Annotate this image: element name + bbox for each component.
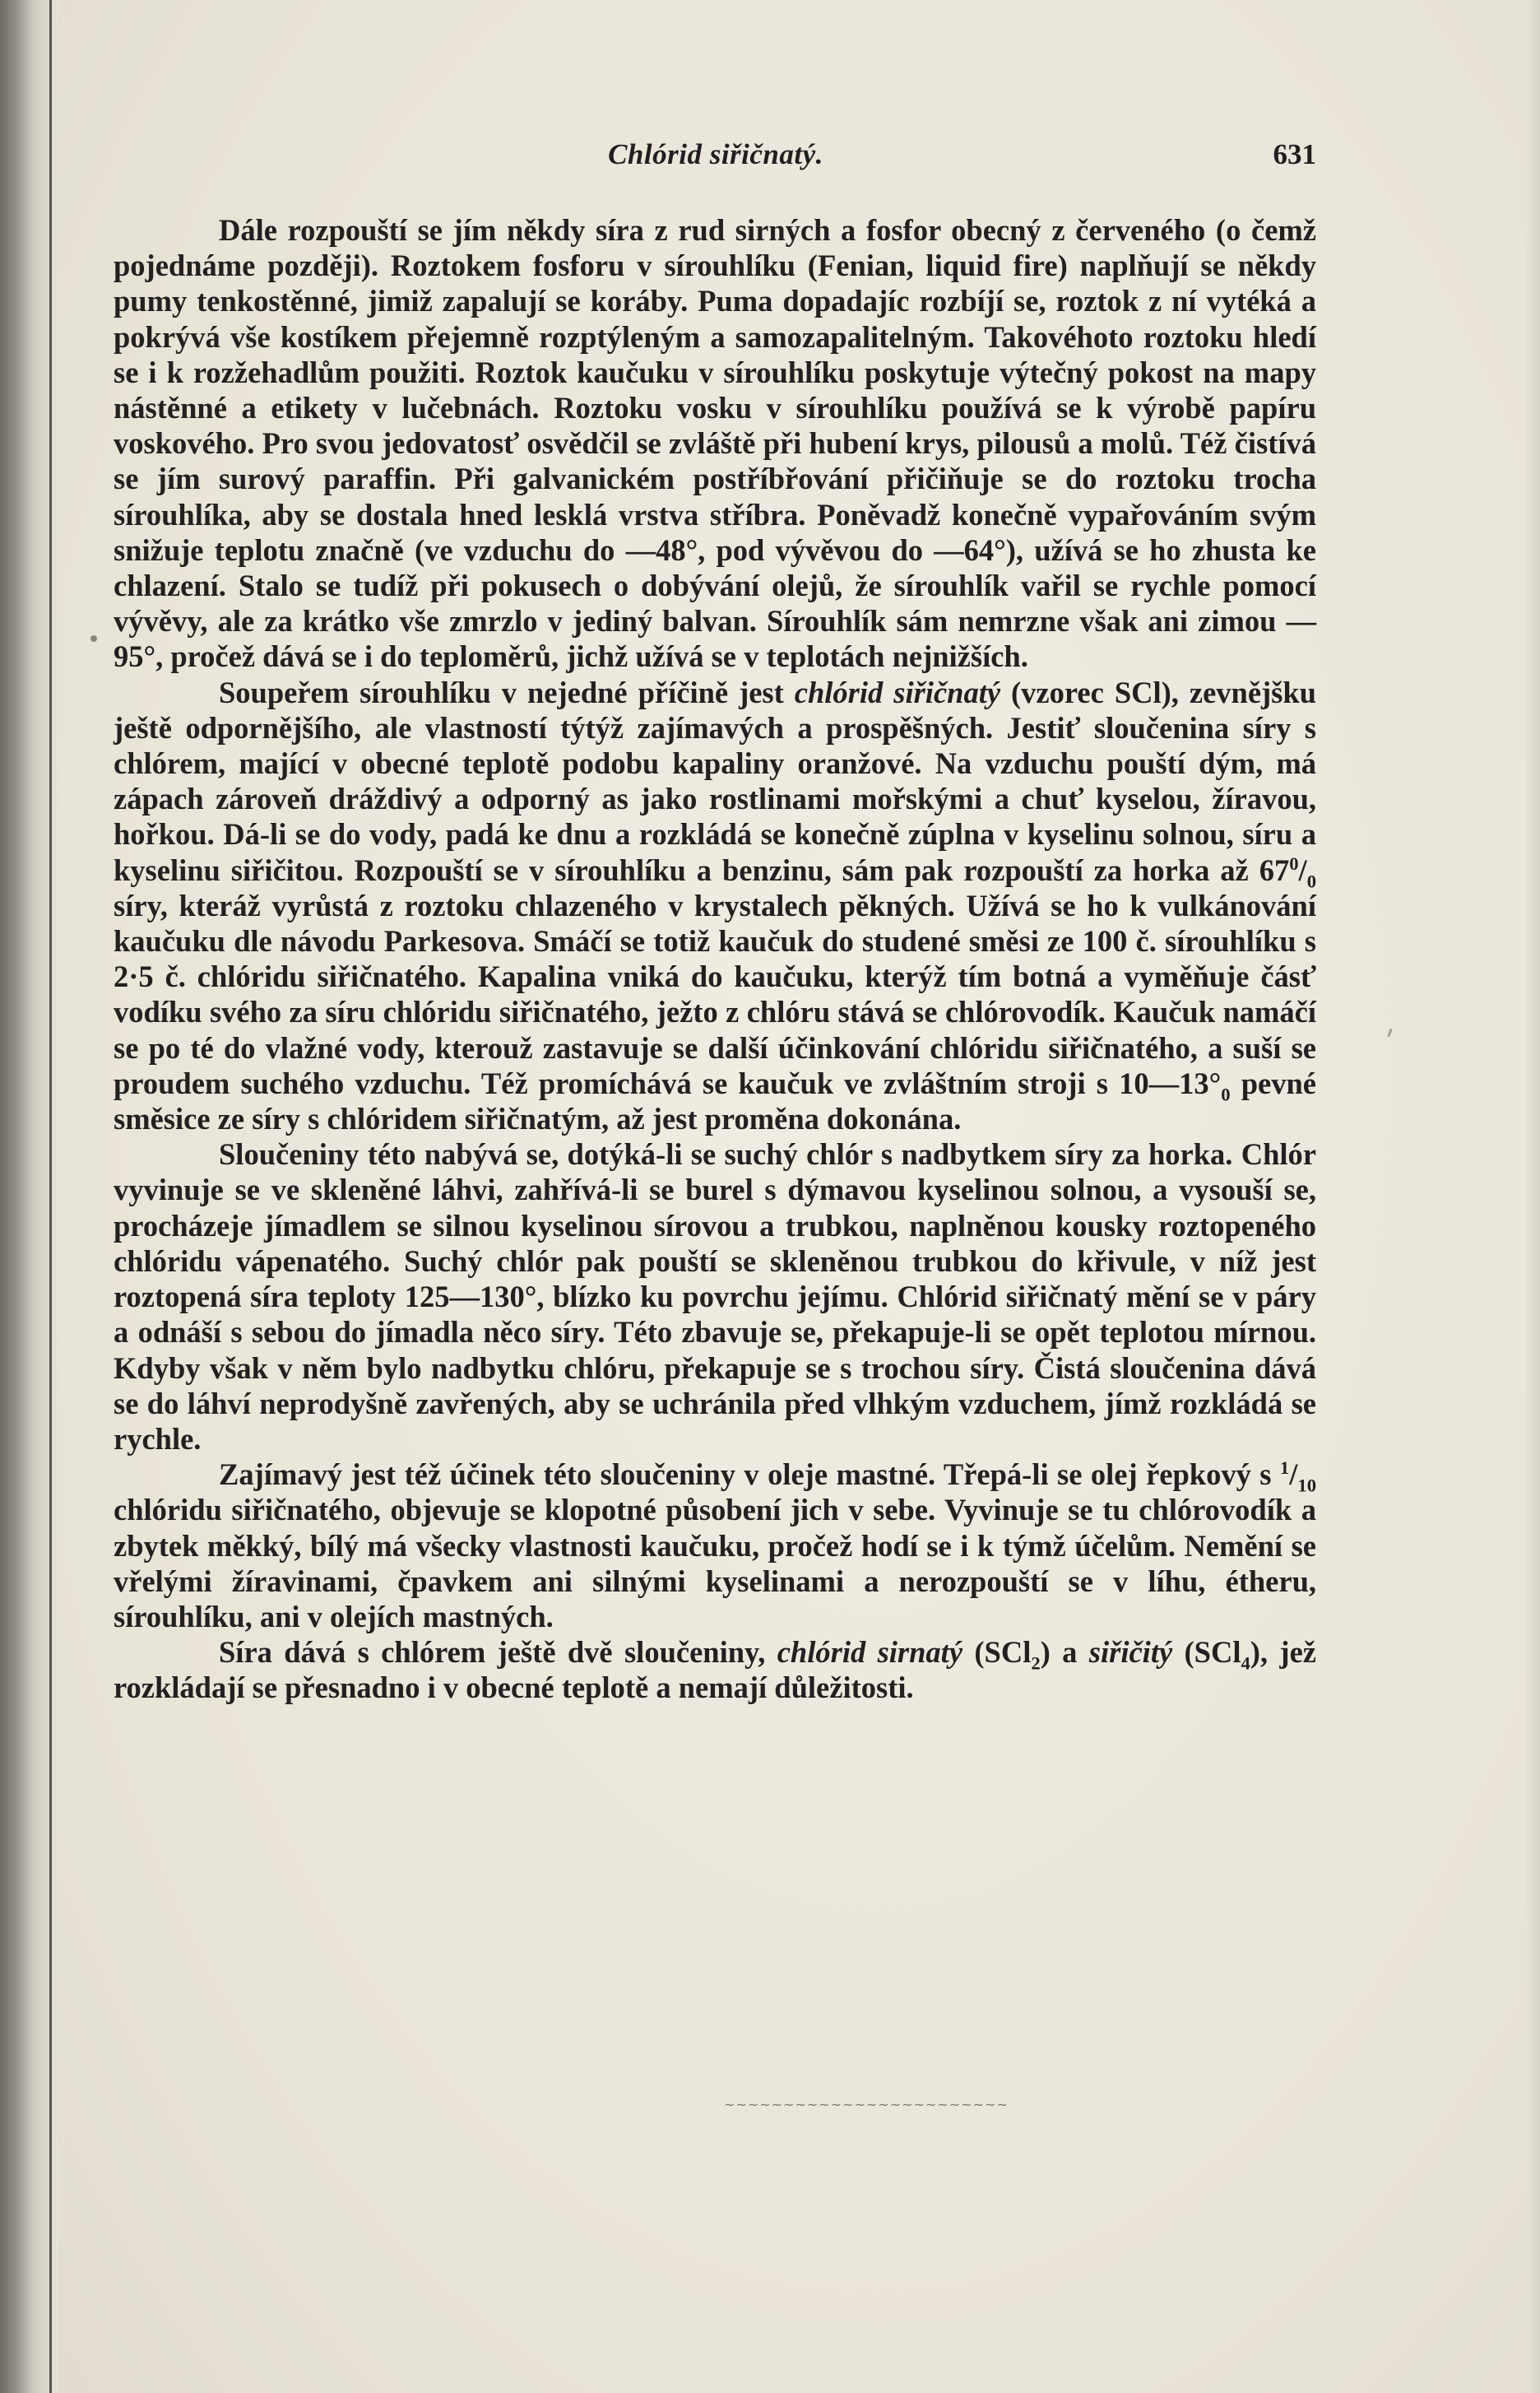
text-run: síry, kteráž vyrůstá z roztoku chlazeného v krystalech pěkných. Užívá se ho k vulkánování kaučuku dle návodu Parkesova. Smáčí se totiž kaučuk do studené směsi ze 100 č. sírouhlíku s 2·5 č. chlóridu siřičnatého. Kapalina vniká do kaučuku, kterýž tím botná a vyměňuje čásť vodíku svého za síru chlóridu siřičnatého, ježto z chlóru stává se chlórovodík. Kaučuk namáčí se po té do vlažné vody, kterouž zastavuje se další účinkování chlóridu siřičnatého, a suší se proudem suchého vzduchu. Též promíchává se kaučuk ve zvláštním stroji s 10—13° (114, 888, 1316, 1100)
text-run: / (1289, 1457, 1298, 1492)
italic-term: siřičitý (1088, 1635, 1173, 1670)
text-run: ) a (1040, 1635, 1089, 1670)
end-ornament: ~~~~~~~~~~~~~~~~~~~~~~~~ (724, 2097, 1009, 2112)
text-run: Sloučeniny této nabývá se, dotýká-li se suchý chlór s nadbytkem síry za horka. Chlór vyvinuje se ve skleněné láhvi, zahřívá-li se burel s dýmavou kyselinou solnou, a vysouší se, procházeje jímadlem se silnou kyselinou sírovou a trubkou, naplněnou kousky roztopeného chlóridu vápenatého. Suchý chlór pak pouští se skleněnou trubkou do křivule, v níž jest roztopená síra teploty 125—130°, blízko ku povrchu jejímu. Chlórid siřičnatý mění se v páry a odnáší s sebou do jímadla něco síry. Této zbavuje se, překapuje-li se opět teplotou mírnou. Kdyby však v něm bylo nadbytku chlóru, překapuje se s trochou síry. Čistá sloučenina dává se do láhví neprodyšně zavřených, aby se uchránila před vlhkým vzduchem, jímž rozkládá se rychle. (114, 1137, 1316, 1456)
page-edge (1527, 0, 1540, 2393)
main-text (114, 212, 1316, 1706)
text-run: Síra dává s chlórem ještě dvě sloučeniny, (219, 1635, 777, 1670)
running-title: Chlórid siřičnatý. (608, 138, 823, 170)
subscript: 0 (1306, 870, 1316, 891)
text-run: pevné směsice ze síry s chlóridem siřičnatým, až jest proměna dokonána. (114, 1066, 1317, 1136)
superscript: 1 (1279, 1457, 1290, 1478)
text-run: (SCl (1172, 1635, 1241, 1670)
subscript: 2 (1031, 1652, 1041, 1674)
paragraph (114, 1634, 1316, 1705)
page-number: 631 (1273, 138, 1316, 170)
subscript: 10 (1297, 1475, 1316, 1496)
paragraph (114, 1136, 1316, 1457)
paragraph (114, 212, 1316, 675)
superscript: 0 (1289, 853, 1299, 874)
subscript: 4 (1241, 1652, 1250, 1674)
scan-edge-rule (49, 0, 52, 2393)
text-run: Dále rozpouští se jím někdy síra z rud sirných a fosfor obecný z červeného (o čemž pojednáme později). Roztokem fosforu v sírouhlíku (Fenian, liquid fire) naplňují se někdy pumy tenkostěnné, jimiž zapalují se koráby. Puma dopadajíc rozbíjí se, roztok z ní vytéká a pokrývá vše kostíkem přejemně rozptýleným a samozapalitelným. Takovéhoto roztoku hledí se i k rozžehadlům použiti. Roztok kaučuku v sírouhlíku poskytuje výtečný pokost na mapy nástěnné a etikety v lučebnách. Roztoku vosku v sírouhlíku používá se k výrobě papíru voskového. Pro svou jedovatosť osvědčil se zvláště při hubení krys, pilousů a molů. Též čistívá se jím surový paraffin. Při galvanickém postříbřování přičiňuje se do roztoku trocha sírouhlíka, aby se dostala hned lesklá vrstva stříbra. Poněvadž konečně vypařováním svým snižuje teplotu značně (ve vzduchu do —48°, pod vývěvou do —64°), užívá se ho zhusta ke chlazení. Stalo se tudíž při pokusech o dobývání olejů, že sírouhlík vařil se rychle pomocí vývěvy, ale za krátko vše zmrzlo v jediný balvan. Sírouhlík sám nemrzne však ani zimou —95°, pročež dává se i do teploměrů, jichž užívá se v teplotách nejnižších. (114, 213, 1316, 674)
text-run: / (1298, 853, 1307, 887)
ink-speck (90, 635, 97, 642)
text-run: Zajímavý jest též účinek této sloučeniny v oleje mastné. Třepá-li se olej řepkový s (219, 1457, 1280, 1492)
italic-term: chlórid sirnatý (777, 1635, 963, 1670)
italic-term: chlórid siřičnatý (794, 675, 1001, 709)
text-run: (vzorec SCl), zevnějšku ještě odpornějšího, ale vlastností týtýž zajímavých a prospěšných. Jestiť sloučenina síry s chlórem, mající v obecné teplotě podobu kapaliny oranžové. Na vzduchu pouští dým, má zápach zároveň dráždivý a odporný as jako rostlinami mořskými a chuť kyselou, žíravou, hořkou. Dá-li se do vody, padá ke dnu a rozkládá se konečně zúplna v kyselinu solnou, síru a kyselinu siřičitou. Rozpouští se v sírouhlíku a benzinu, sám pak rozpouští za horka až 67 (114, 675, 1316, 887)
text-run: ), jež rozkládají se přesnadno i v obecné teplotě a nemají důležitosti. (114, 1635, 1316, 1705)
subscript: 0 (1221, 1084, 1231, 1105)
text-run: (SCl (962, 1635, 1032, 1670)
text-run: chlóridu siřičnatého, objevuje se klopotné působení jich v sebe. Vyvinuje se tu chlórovodík a zbytek měkký, bílý má všecky vlastnosti kaučuku, pročež hodí se i k týmž účelům. Nemění se vřelými žíravinami, čpavkem ani silnými kyselinami a nerozpouští se v líhu, étheru, sírouhlíku, ani v olejích mastných. (114, 1493, 1316, 1633)
text-run: Soupeřem sírouhlíku v nejedné příčině jest (219, 675, 795, 709)
paragraph (114, 1457, 1316, 1634)
page-header (115, 138, 1316, 174)
paragraph (114, 675, 1316, 1137)
